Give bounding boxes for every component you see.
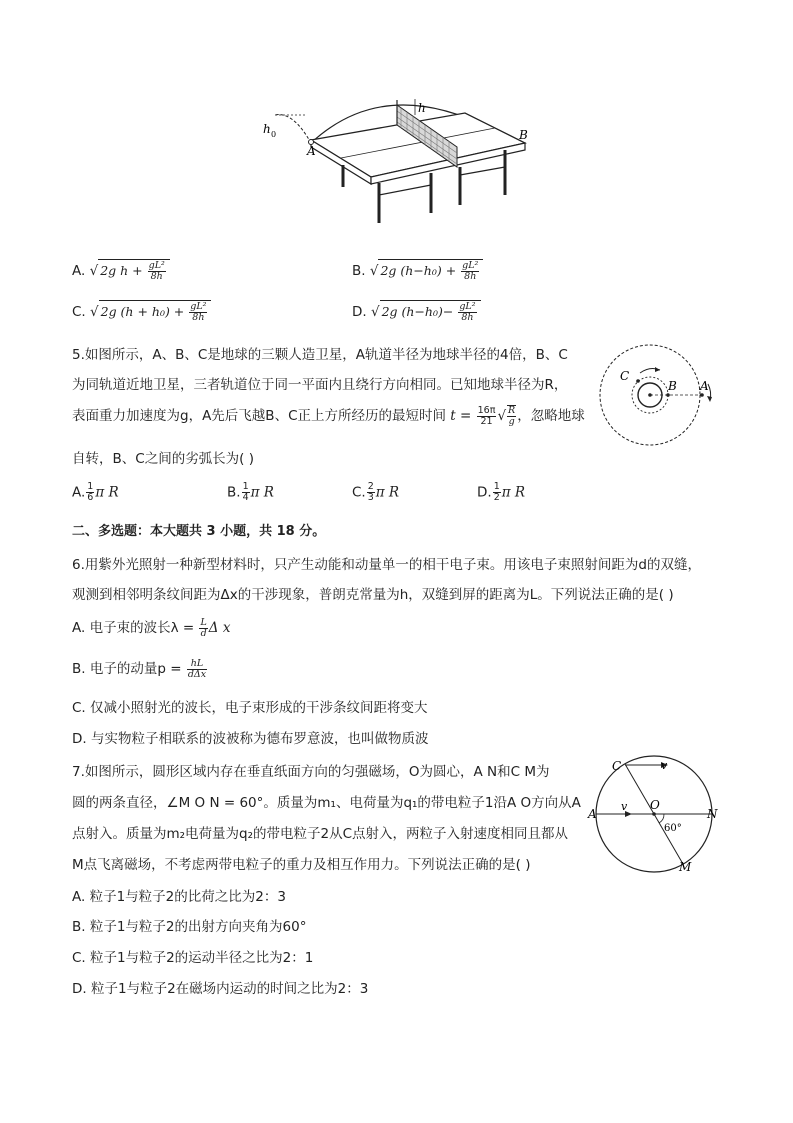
q5-line-1: 5.如图所示，A、B、C是地球的三颗人造卫星，A轨道半径为地球半径的4倍，B、C — [72, 347, 568, 363]
q6-line-1: 6.用紫外光照射一种新型材料时，只产生动能和动量单一的相干电子束。用该电子束照射间距为d的双缝， — [72, 557, 701, 573]
label-h: h — [418, 101, 426, 115]
q6-option-c[interactable]: C. 仅减小照射光的波长，电子束形成的干涉条纹间距将变大 — [72, 700, 428, 716]
label-angle: 60° — [664, 823, 682, 834]
label-O: O — [650, 798, 660, 812]
label-v-left: v — [621, 800, 628, 813]
label-v-top: v — [661, 759, 668, 772]
q6-option-d[interactable]: D. 与实物粒子相联系的波被称为德布罗意波，也叫做物质波 — [72, 731, 429, 747]
label-B: B — [519, 128, 528, 142]
label-M: M — [679, 860, 692, 874]
q6-option-a[interactable]: A. 电子束的波长λ = $\frac{L}{d}$ Δ x — [72, 616, 231, 639]
label-C: C — [620, 369, 630, 383]
q4-option-c[interactable]: C. √ 2g (h + h₀) + $\frac{\text{gL²}}{8h}$ — [72, 300, 211, 323]
table-tennis-figure — [255, 95, 545, 230]
q5-option-b[interactable]: B. $\frac{1}{4}$ π R — [227, 481, 274, 503]
q7-option-a[interactable]: A. 粒子1与粒子2的比荷之比为2：3 — [72, 889, 286, 905]
label-A: A — [307, 144, 316, 158]
q4-option-d[interactable]: D. √ 2g (h−h₀)− $\frac{\text{gL²}}{8h}$ — [352, 300, 481, 323]
q4-option-a[interactable]: A. √ 2g h + $\frac{\text{gL²}}{8h}$ — [72, 259, 170, 282]
label-N: N — [707, 807, 718, 821]
q6-line-2: 观测到相邻明条纹间距为Δx的干涉现象，普朗克常量为h，双缝到屏的距离为L。下列说法正确的是( ) — [72, 587, 674, 603]
label-h0-sub: 0 — [271, 130, 277, 139]
label-h0: h — [263, 122, 271, 136]
label-A: A — [588, 807, 597, 821]
q7-line-2: 圆的两条直径，∠M O N = 60°。质量为m₁、电荷量为q₁的带电粒子1沿A O方向从A — [72, 795, 581, 811]
q5-line-3: 表面重力加速度为g，A先后飞越B、C正上方所经历的最短时间 t = $\frac{16\pi}{21}$ √ $\frac{R}{g}$ ，忽略地球 — [72, 404, 585, 427]
q4-option-b[interactable]: B. √ 2g (h−h₀) + $\frac{\text{gL²}}{8h}$ — [352, 259, 483, 282]
label-A: A — [700, 379, 709, 393]
q5-option-d[interactable]: D. $\frac{1}{2}$ π R — [477, 481, 526, 503]
q7-option-d[interactable]: D. 粒子1与粒子2在磁场内运动的时间之比为2：3 — [72, 981, 369, 997]
q7-line-3: 点射入。质量为m₂电荷量为q₂的带电粒子2从C点射入，两粒子入射速度相同且都从 — [72, 826, 569, 842]
magnetic-field-figure — [584, 755, 724, 877]
q7-option-c[interactable]: C. 粒子1与粒子2的运动半径之比为2：1 — [72, 950, 314, 966]
q5-option-c[interactable]: C. $\frac{2}{3}$ π R — [352, 481, 400, 503]
q7-line-1: 7.如图所示，圆形区域内存在垂直纸面方向的匀强磁场，O为圆心，A N和C M为 — [72, 764, 550, 780]
q5-option-a[interactable]: A. $\frac{1}{6}$ π R — [72, 481, 119, 503]
sqrt-icon: √ — [370, 304, 380, 320]
orbit-figure — [598, 340, 718, 452]
q7-line-4: M点飞离磁场，不考虑两带电粒子的重力及相互作用力。下列说法正确的是( ) — [72, 857, 531, 873]
q5-line-2: 为同轨道近地卫星，三者轨道位于同一平面内且绕行方向相同。已知地球半径为R， — [72, 377, 568, 393]
q5-line-5: 自转，B、C之间的劣弧长为( ) — [72, 451, 255, 467]
sqrt-icon: √ — [90, 304, 99, 320]
sqrt-icon: √ — [89, 263, 99, 279]
label-B: B — [668, 379, 677, 393]
sqrt-icon: √ — [369, 263, 379, 279]
q6-option-b[interactable]: B. 电子的动量p = $\frac{hL}{\text{dΔx}}$ — [72, 657, 207, 680]
q7-option-b[interactable]: B. 粒子1与粒子2的出射方向夹角为60° — [72, 919, 307, 935]
label-C: C — [612, 759, 622, 773]
section-title: 二、多选题：本大题共 3 小题，共 18 分。 — [72, 524, 326, 539]
